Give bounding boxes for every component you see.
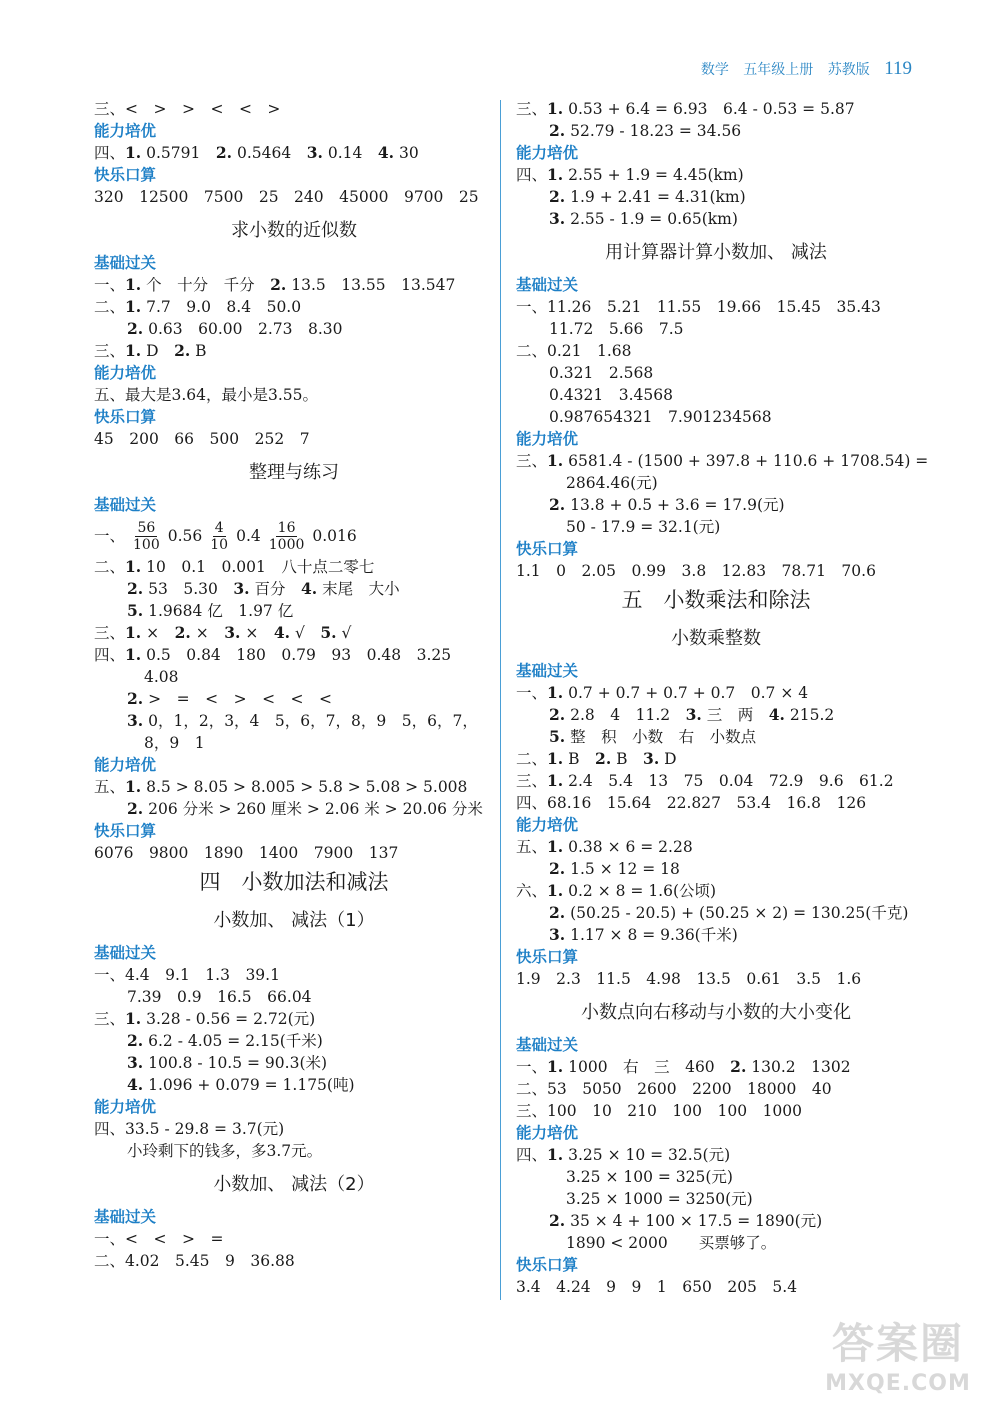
chapter-title: 五 小数乘法和除法 [621, 588, 811, 612]
answer-line: 四、1. 2.55 + 1.9 = 4.45(km) [516, 165, 744, 184]
answer-line: 2. 53 5.30 3. 百分 4. 末尾 大小 [127, 579, 400, 598]
header-edition: 苏教版 [827, 62, 870, 78]
chapter-title: 四 小数加法和减法 [199, 870, 389, 894]
answer-line: 二、4.02 5.45 9 36.88 [94, 1252, 295, 1270]
lesson-title: 整理与练习 [249, 462, 339, 483]
answer-line: 2. > = < > < < < [127, 689, 333, 708]
answer-line: 二、1. 7.7 9.0 8.4 50.0 [94, 297, 302, 316]
answer-line: 3. 100.8 - 10.5 = 90.3(米) [127, 1053, 328, 1072]
answer-line: 4.08 [144, 668, 179, 686]
answer-line: 2. 35 × 4 + 100 × 17.5 = 1890(元) [549, 1211, 823, 1230]
header-subject: 数学 [700, 62, 729, 78]
answer-line: 2. 52.79 - 18.23 = 34.56 [549, 121, 742, 140]
answer-line: 11.72 5.66 7.5 [549, 320, 684, 338]
answer-line: 三、1. 2.4 5.4 13 75 0.04 72.9 9.6 61.2 [516, 771, 894, 790]
answer-line: 2. (50.25 - 20.5) + (50.25 × 2) = 130.25(千克) [549, 903, 909, 922]
answer-line: 0.4321 3.4568 [549, 386, 673, 404]
section-label: 基础过关 [94, 254, 157, 272]
section-label: 快乐口算 [94, 822, 157, 840]
answer-line: 一、11.26 5.21 11.55 19.66 15.45 35.43 [516, 298, 881, 316]
lesson-title: 小数点向右移动与小数的大小变化 [581, 1002, 851, 1023]
lesson-title: 求小数的近似数 [231, 220, 357, 241]
section-label: 基础过关 [94, 944, 157, 962]
answer-line: 7.39 0.9 16.5 66.04 [127, 988, 312, 1006]
answer-line: 2. 2.8 4 11.2 3. 三 两 4. 215.2 [549, 705, 835, 724]
answer-line: 四、33.5 - 29.8 = 3.7(元) [94, 1120, 285, 1138]
section-label: 能力培优 [516, 1124, 579, 1142]
answer-line: 45 200 66 500 252 7 [94, 430, 310, 448]
answer-line: 三、< > > < < > [94, 100, 281, 118]
answer-line: 2. 1.9 + 2.41 = 4.31(km) [549, 187, 746, 206]
section-label: 基础过关 [516, 276, 579, 294]
header-grade: 五年级上册 [743, 62, 814, 78]
answer-line: 二、0.21 1.68 [516, 342, 632, 360]
answer-line: 四、1. 0.5 0.84 180 0.79 93 0.48 3.25 [94, 645, 452, 664]
answer-line-fractions: 一、 $\frac{56}{100}$ 0.56 $\frac{4}{10}$ 0.4 $\frac{16}{1000}$ 0.016 [94, 519, 357, 553]
answer-line: 3.4 4.24 9 9 1 650 205 5.4 [516, 1278, 798, 1296]
page-header [691, 58, 912, 80]
answer-line: 6076 9800 1890 1400 7900 137 [94, 844, 399, 862]
watermark-url: MXQE.COM [825, 1371, 971, 1396]
answer-line: 一、4.4 9.1 1.3 39.1 [94, 966, 280, 984]
fraction: $\frac{16}{1000}$ [268, 519, 305, 553]
section-label: 能力培优 [94, 122, 157, 140]
answer-line: 0.987654321 7.901234568 [549, 408, 772, 426]
answer-line: 2. 0.63 60.00 2.73 8.30 [127, 319, 343, 338]
section-label: 能力培优 [94, 1098, 157, 1116]
section-label: 能力培优 [516, 144, 579, 162]
answer-line: 小玲剩下的钱多，多3.7元。 [127, 1142, 323, 1160]
section-label: 快乐口算 [516, 540, 579, 558]
answer-line: 2. 6.2 - 4.05 = 2.15(千米) [127, 1031, 323, 1050]
answer-line: 4. 1.096 + 0.079 = 1.175(吨) [127, 1075, 355, 1094]
section-label: 快乐口算 [94, 408, 157, 426]
answer-line: 3. 0，1，2，3，4 5，6，7，8，9 5，6，7， [127, 711, 478, 730]
answer-line: 五、1. 8.5 > 8.05 > 8.005 > 5.8 > 5.08 > 5.008 [94, 777, 468, 796]
answer-line: 五、1. 0.38 × 6 = 2.28 [516, 837, 693, 856]
watermark-logo: 答案圈 [831, 1319, 964, 1368]
answer-line: 三、1. 6581.4 - (1500 + 397.8 + 110.6 + 1708.54) = [516, 451, 929, 470]
watermark [808, 1311, 988, 1396]
answer-line: 五、最大是3.64，最小是3.55。 [94, 386, 319, 404]
answer-line: 二、1. B 2. B 3. D [516, 749, 677, 768]
lesson-title: 小数加、 减法（1） [213, 910, 375, 931]
answer-line: 四、68.16 15.64 22.827 53.4 16.8 126 [516, 794, 867, 812]
lesson-title: 小数乘整数 [671, 628, 761, 649]
answer-line: 一、< < > = [94, 1230, 224, 1248]
answer-line: 二、53 5050 2600 2200 18000 40 [516, 1080, 832, 1098]
section-label: 基础过关 [94, 1208, 157, 1226]
section-label: 能力培优 [516, 430, 579, 448]
answer-line: 四、1. 0.5791 2. 0.5464 3. 0.14 4. 30 [94, 143, 419, 162]
section-label: 快乐口算 [516, 1256, 579, 1274]
lesson-title: 用计算器计算小数加、 减法 [605, 242, 827, 263]
section-label: 基础过关 [94, 496, 157, 514]
answer-line: 2. 13.8 + 0.5 + 3.6 = 17.9(元) [549, 495, 785, 514]
answer-line: 一、1. 0.7 + 0.7 + 0.7 + 0.7 0.7 × 4 [516, 683, 809, 702]
answer-line: 2. 1.5 × 12 = 18 [549, 859, 680, 878]
section-label: 能力培优 [94, 756, 157, 774]
answer-line: 2864.46(元) [566, 474, 658, 492]
answer-line: 3. 1.17 × 8 = 9.36(千米) [549, 925, 738, 944]
answer-line: 2. 206 分米 > 260 厘米 > 2.06 米 > 20.06 分米 [127, 799, 483, 818]
section-label: 能力培优 [94, 364, 157, 382]
answer-line: 320 12500 7500 25 240 45000 9700 25 [94, 188, 479, 206]
answer-line: 3. 2.55 - 1.9 = 0.65(km) [549, 209, 738, 228]
fraction: $\frac{4}{10}$ [210, 519, 229, 553]
lesson-title: 小数加、 减法（2） [213, 1174, 375, 1195]
answer-line: 六、1. 0.2 × 8 = 1.6(公顷) [516, 881, 717, 900]
section-label: 能力培优 [516, 816, 579, 834]
answer-line: 二、1. 10 0.1 0.001 八十点二零七 [94, 557, 375, 576]
answer-line: 四、1. 3.25 × 10 = 32.5(元) [516, 1145, 731, 1164]
answer-line: 50 - 17.9 = 32.1(元) [566, 518, 721, 536]
answer-line: 一、1. 个 十分 千分 2. 13.5 13.55 13.547 [94, 275, 456, 294]
answer-line: 3.25 × 100 = 325(元) [566, 1168, 733, 1186]
right-column [516, 98, 929, 1298]
answer-line: 8，9 1 [144, 734, 205, 752]
answer-line: 一、1. 1000 右 三 460 2. 130.2 1302 [516, 1057, 851, 1076]
answer-line: 三、1. D 2. B [94, 341, 207, 360]
section-label: 快乐口算 [94, 166, 157, 184]
answer-line: 5. 1.9684 亿 1.97 亿 [127, 601, 294, 620]
section-label: 基础过关 [516, 1036, 579, 1054]
answer-line: 三、100 10 210 100 100 1000 [516, 1102, 803, 1120]
fraction: $\frac{56}{100}$ [133, 519, 160, 553]
answer-line: 三、1. 3.28 - 0.56 = 2.72(元) [94, 1009, 316, 1028]
answer-line: 1890 < 2000 买票够了。 [566, 1234, 777, 1252]
answer-line: 1.1 0 2.05 0.99 3.8 12.83 78.71 70.6 [516, 562, 876, 580]
answer-line: 3.25 × 1000 = 3250(元) [566, 1190, 753, 1208]
answer-line: 1.9 2.3 11.5 4.98 13.5 0.61 3.5 1.6 [516, 970, 862, 988]
answer-line: 0.321 2.568 [549, 364, 654, 382]
section-label: 快乐口算 [516, 948, 579, 966]
answer-line: 三、1. 0.53 + 6.4 = 6.93 6.4 - 0.53 = 5.87 [516, 99, 855, 118]
section-label: 基础过关 [516, 662, 579, 680]
answer-line: 三、1. × 2. × 3. × 4. √ 5. √ [94, 623, 352, 642]
page-number: 119 [884, 58, 912, 79]
column-divider [500, 100, 501, 1300]
answer-line: 5. 整 积 小数 右 小数点 [549, 727, 757, 746]
left-column [94, 98, 494, 1272]
